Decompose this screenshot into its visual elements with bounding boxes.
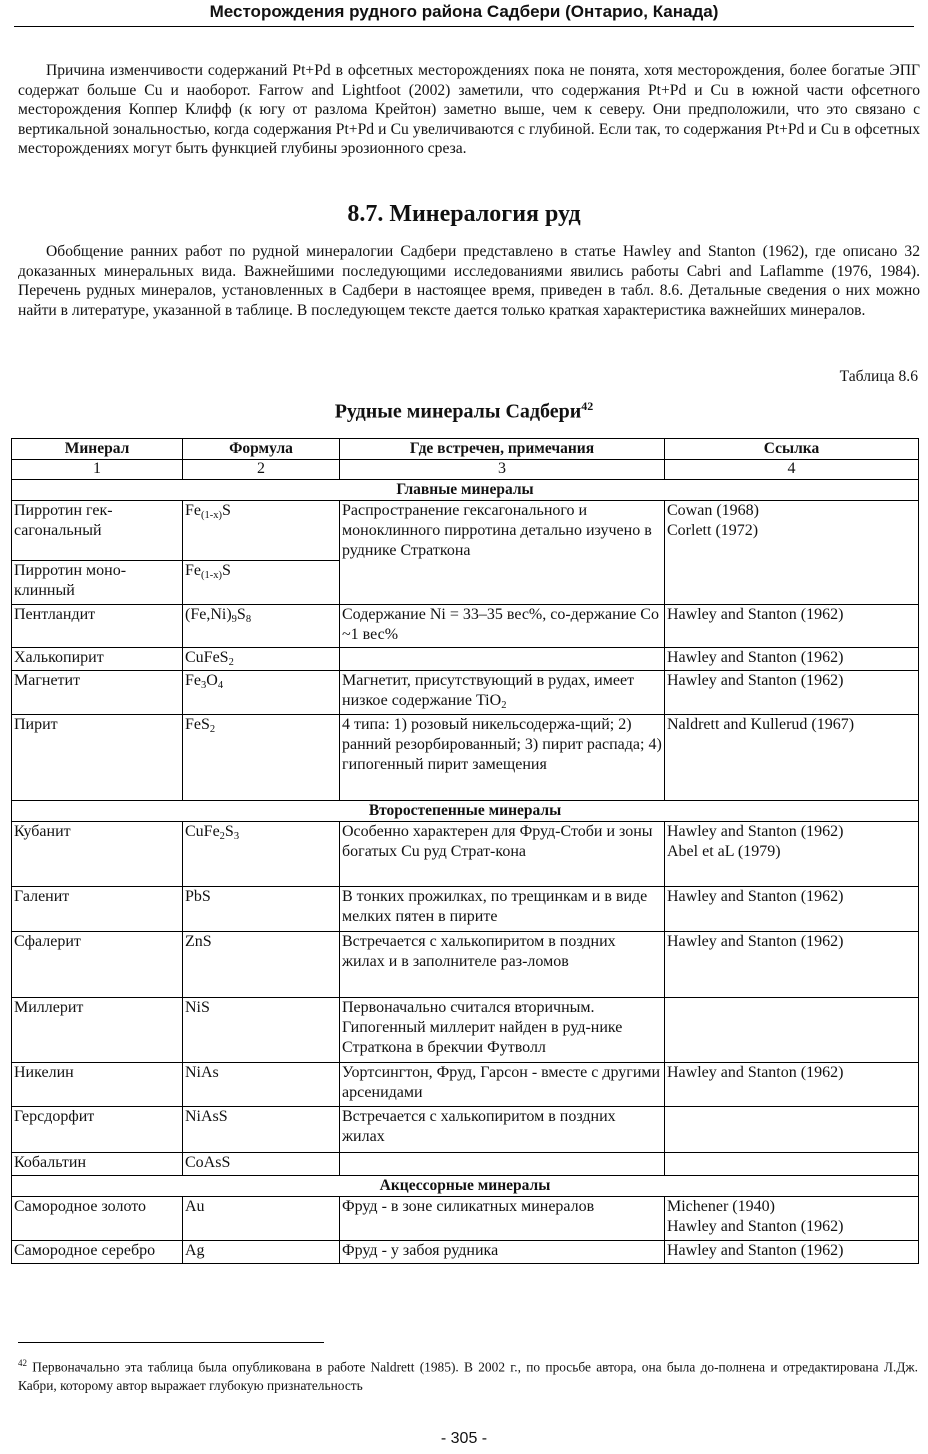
reference-cell <box>665 1153 919 1176</box>
column-number: 2 <box>183 460 340 480</box>
note-cell: Распространение гексагонального и моноклинного пирротина детально изучено в руднике Страткона <box>340 501 665 605</box>
reference-cell: Hawley and Stanton (1962) <box>665 648 919 671</box>
footnote-rule <box>18 1342 324 1343</box>
header-rule <box>14 26 914 27</box>
note-cell: В тонких прожилках, по трещинкам и в виде мелких пятен в пирите <box>340 887 665 932</box>
group-label: Второстепенные минералы <box>12 801 919 822</box>
group-row-secondary <box>12 801 919 822</box>
formula-cell: $Fe_3O_4$ <box>183 671 340 715</box>
header-formula: Формула <box>183 439 340 460</box>
mineral-cell: Галенит <box>12 887 183 932</box>
group-label: Главные минералы <box>12 480 919 501</box>
mineral-cell: Самородное золото <box>12 1197 183 1241</box>
table-header-row <box>12 439 919 460</box>
formula-cell: $Fe_{(1-x)}S$ <box>183 561 340 605</box>
table-row <box>12 715 919 801</box>
mineral-cell: Пентландит <box>12 605 183 648</box>
section-title: 8.7. Минералогия руд <box>347 201 581 227</box>
formula-cell: PbS <box>183 887 340 932</box>
note-cell: Фруд - у забоя рудника <box>340 1241 665 1264</box>
formula-cell: ZnS <box>183 932 340 998</box>
formula-cell: NiS <box>183 998 340 1063</box>
note-cell: Встречается с халькопиритом в поздних жилах <box>340 1107 665 1153</box>
formula-cell: $Fe_{(1-x)}S$ <box>183 501 340 561</box>
header-reference: Ссылка <box>665 439 919 460</box>
paragraph-mineralogy-intro: Обобщение ранних работ по рудной минералогии Садбери представлено в статье Hawley and Stanton (1962), где описано 32 доказанных минеральных вида. Важнейшими последующими исследованиями явились работы Cabri and Laflamme (1976, 1984). Перечень рудных минералов, установленных в Садбери в настоящее время, приведен в табл. 8.6. Детальные сведения о них можно найти в литературе, указанной в таблице. В последующем тексте дается только краткая характеристика важнейших минералов. <box>18 243 920 319</box>
group-label: Акцессорные минералы <box>12 1176 919 1197</box>
table-title-text: Рудные минералы Садбери <box>334 400 582 423</box>
formula-cell: NiAs <box>183 1063 340 1107</box>
table-row <box>12 998 919 1063</box>
paragraph-offset-deposits: Причина изменчивости содержаний Pt+Pd в офсетных месторождениях пока не понята, хотя месторождения, более богатые ЭПГ содержат больше Cu и наоборот. Farrow and Lightfoot (2002) заметили, что содержания Pt+Pd и Cu в южной части офсетного месторождения Коппер Клифф (к югу от разлома Крейтон) заметно выше, чем к северу. Они предположили, что это связано с вертикальной зональностью, когда содержания Pt+Pd и Cu увеличиваются с глубиной. Если так, то содержания Pt+Pd и Cu в офсетных месторождениях могут быть функцией глубины эрозионного среза. <box>18 62 920 157</box>
formula-cell: CoAsS <box>183 1153 340 1176</box>
note-cell <box>340 1153 665 1176</box>
mineral-cell: Пирит <box>12 715 183 801</box>
note-cell: Особенно характерен для Фруд-Стоби и зоны богатых Cu руд Страт-кона <box>340 822 665 887</box>
table-row <box>12 1063 919 1107</box>
running-header: Месторождения рудного района Садбери (Онтарио, Канада) <box>209 2 719 21</box>
header-location-notes: Где встречен, примечания <box>340 439 665 460</box>
minerals-table <box>11 438 919 1264</box>
table-row <box>12 1153 919 1176</box>
reference-cell: Hawley and Stanton (1962) <box>665 887 919 932</box>
mineral-cell: Кобальтин <box>12 1153 183 1176</box>
table-row <box>12 887 919 932</box>
table-title-footnote-mark: 42 <box>581 399 594 413</box>
mineral-cell: Магнетит <box>12 671 183 715</box>
mineral-cell: Герсдорфит <box>12 1107 183 1153</box>
table-row <box>12 932 919 998</box>
table-row <box>12 648 919 671</box>
reference-cell: Cowan (1968) Corlett (1972) <box>665 501 919 605</box>
mineral-cell: Сфалерит <box>12 932 183 998</box>
table-row <box>12 501 919 561</box>
footnote-text: Первоначально эта таблица была опубликована в работе Naldrett (1985). В 2002 г., по просьбе автора, она была до-полнена и отредактирована Л.Дж. Кабри, которому автор выражает глубокую признательность <box>18 1359 918 1394</box>
column-number: 3 <box>340 460 665 480</box>
note-cell: Встречается с халькопиритом в поздних жилах и в заполнителе раз-ломов <box>340 932 665 998</box>
mineral-cell: Миллерит <box>12 998 183 1063</box>
reference-cell: Hawley and Stanton (1962) <box>665 1241 919 1264</box>
footnote <box>18 1354 918 1395</box>
table-row <box>12 1197 919 1241</box>
page-number: - 305 - <box>440 1430 488 1447</box>
mineral-cell: Пирротин гек-сагональный <box>12 501 183 561</box>
footnote-mark: 42 <box>18 1358 27 1368</box>
table-row <box>12 671 919 715</box>
table-row <box>12 1241 919 1264</box>
table-row <box>12 605 919 648</box>
formula-cell: $(Fe,Ni)_9S_8$ <box>183 605 340 648</box>
reference-cell: Naldrett and Kullerud (1967) <box>665 715 919 801</box>
reference-cell: Hawley and Stanton (1962) <box>665 932 919 998</box>
formula-cell: $CuFe_2S_3$ <box>183 822 340 887</box>
group-row-main <box>12 480 919 501</box>
mineral-cell: Кубанит <box>12 822 183 887</box>
reference-cell: Hawley and Stanton (1962) <box>665 605 919 648</box>
note-cell: Уортсингтон, Фруд, Гарсон - вместе с другими арсенидами <box>340 1063 665 1107</box>
note-cell: Магнетит, присутствующий в рудах, имеет низкое содержание TiO$_2$ <box>340 671 665 715</box>
note-cell <box>340 648 665 671</box>
reference-cell <box>665 998 919 1063</box>
formula-cell: FeS$_2$ <box>183 715 340 801</box>
table-row <box>12 822 919 887</box>
note-cell: 4 типа: 1) розовый никельсодержа-щий; 2) ранний резорбированный; 3) пирит распада; 4) гипогенный пирит замещения <box>340 715 665 801</box>
formula-cell: CuFeS$_2$ <box>183 648 340 671</box>
table-title <box>0 399 928 424</box>
note-cell: Фруд - в зоне силикатных минералов <box>340 1197 665 1241</box>
reference-cell: Hawley and Stanton (1962) <box>665 671 919 715</box>
formula-cell: Au <box>183 1197 340 1241</box>
reference-cell: Hawley and Stanton (1962) Abel et aL (1979) <box>665 822 919 887</box>
column-number-row <box>12 460 919 480</box>
column-number: 4 <box>665 460 919 480</box>
mineral-cell: Самородное серебро <box>12 1241 183 1264</box>
mineral-cell: Пирротин моно-клинный <box>12 561 183 605</box>
formula-cell: NiAsS <box>183 1107 340 1153</box>
reference-cell <box>665 1107 919 1153</box>
header-mineral: Минерал <box>12 439 183 460</box>
note-cell: Первоначально считался вторичным. Гипогенный миллерит найден в руд-нике Страткона в брекчии Футволл <box>340 998 665 1063</box>
formula-cell: Ag <box>183 1241 340 1264</box>
table-number: Таблица 8.6 <box>839 368 918 385</box>
mineral-cell: Никелин <box>12 1063 183 1107</box>
mineral-cell: Халькопирит <box>12 648 183 671</box>
table-row <box>12 1107 919 1153</box>
reference-cell: Michener (1940) Hawley and Stanton (1962) <box>665 1197 919 1241</box>
group-row-accessory <box>12 1176 919 1197</box>
reference-cell: Hawley and Stanton (1962) <box>665 1063 919 1107</box>
note-cell: Содержание Ni = 33–35 вес%, со-держание Co ~1 вес% <box>340 605 665 648</box>
column-number: 1 <box>12 460 183 480</box>
